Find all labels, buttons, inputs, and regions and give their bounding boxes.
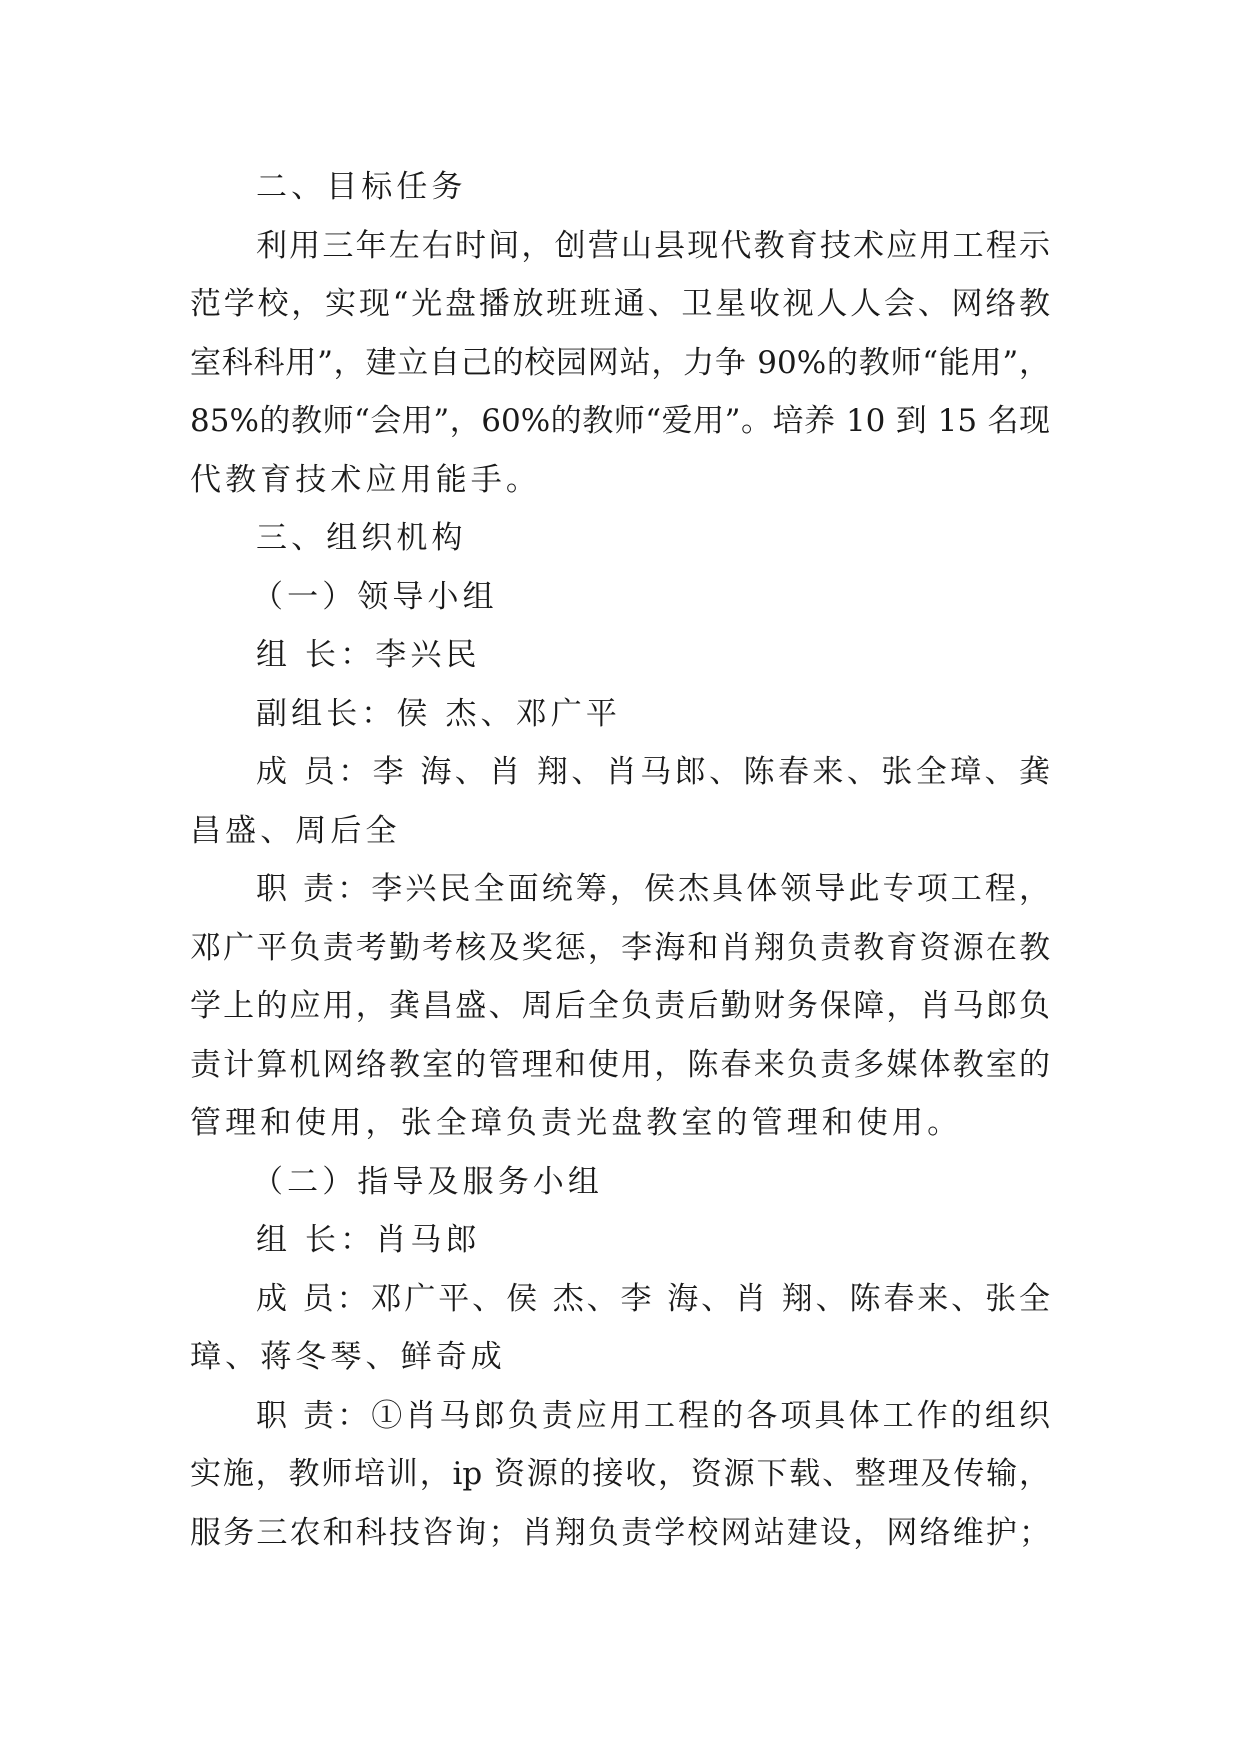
text-line: 三、组织机构 <box>256 520 467 556</box>
text-line: 副组长：侯 杰、邓广平 <box>256 695 621 732</box>
document-body <box>190 158 1050 1562</box>
text-line: 昌盛、周后全 <box>190 812 401 849</box>
text-line: 室科科用”，建立自己的校园网站，力争 90%的教师“能用”， <box>190 344 1050 381</box>
text-line: （二）指导及服务小组 <box>252 1163 603 1200</box>
text-line: 85%的教师“会用”，60%的教师“爱用”。培养 10 到 15 名现 <box>190 403 1050 439</box>
text-line: 组 长：肖马郎 <box>256 1222 481 1258</box>
text-line: 组 长：李兴民 <box>256 637 481 673</box>
text-line: 职 责：李兴民全面统筹，侯杰具体领导此专项工程， <box>256 871 1050 907</box>
text-line: 成 员：邓广平、侯 杰、李 海、肖 翔、陈春来、张全 <box>256 1280 1050 1317</box>
text-line: 代教育技术应用能手。 <box>190 461 541 498</box>
text-line: 责计算机网络教室的管理和使用，陈春来负责多媒体教室的 <box>190 1046 1050 1083</box>
text-line: 成 员：李 海、肖 翔、肖马郎、陈春来、张全璋、龚 <box>256 754 1050 790</box>
text-line: 利用三年左右时间，创营山县现代教育技术应用工程示 <box>256 227 1050 264</box>
text-line: （一）领导小组 <box>252 578 498 615</box>
text-line: 范学校，实现“光盘播放班班通、卫星收视人人会、网络教 <box>190 286 1050 322</box>
text-line: 邓广平负责考勤考核及奖惩，李海和肖翔负责教育资源在教 <box>190 929 1050 966</box>
text-line: 二、目标任务 <box>256 169 467 205</box>
text-line: 职 责：①肖马郎负责应用工程的各项具体工作的组织 <box>256 1397 1050 1434</box>
text-line: 服务三农和科技咨询；肖翔负责学校网站建设，网络维护； <box>190 1514 1050 1551</box>
text-line: 管理和使用，张全璋负责光盘教室的管理和使用。 <box>190 1105 963 1141</box>
text-line: 学上的应用，龚昌盛、周后全负责后勤财务保障，肖马郎负 <box>190 988 1050 1024</box>
text-line: 实施，教师培训，ip 资源的接收，资源下载、整理及传输， <box>190 1456 1050 1492</box>
text-line: 璋、蒋冬琴、鲜奇成 <box>190 1339 506 1375</box>
